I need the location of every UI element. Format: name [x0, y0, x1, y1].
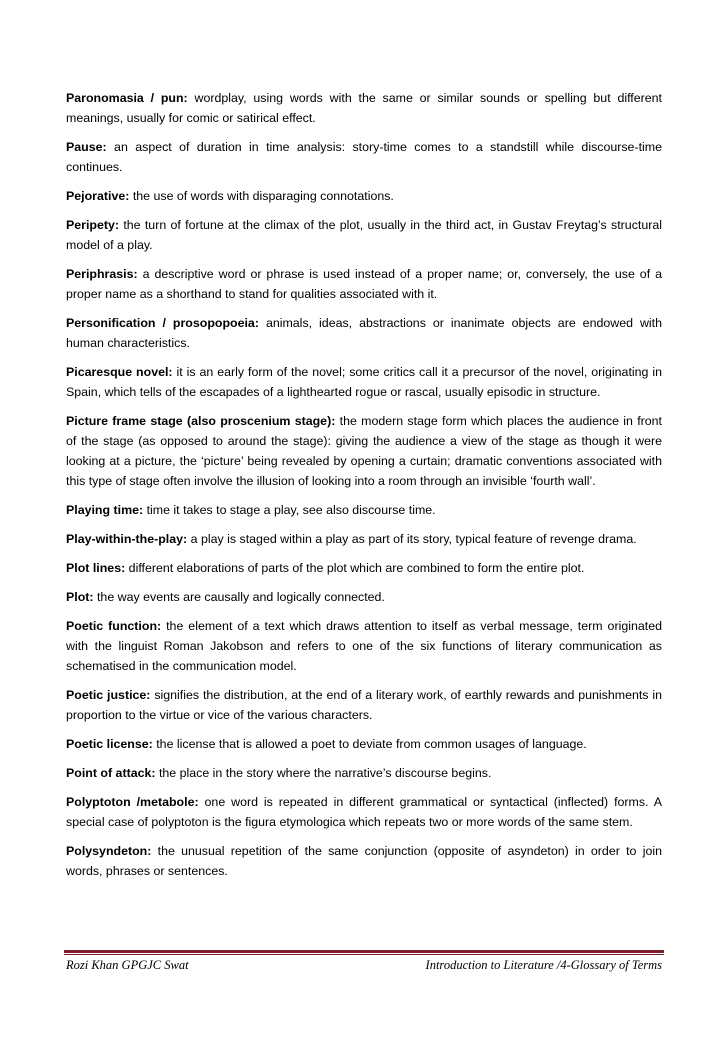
glossary-entry-point-of-attack	[66, 763, 662, 783]
glossary-term: Picture frame stage (also proscenium stage):	[66, 414, 336, 428]
glossary-definition: the modern stage form which places the audience in front of the stage (as opposed to around the stage): giving the audience a view of the stage as though it were looking at a picture, the ‘picture’ being revealed by opening a curtain; dramatic conventions associated with this type of stage often involve the illusion of looking into a room through an invisible ‘fourth wall’.	[66, 414, 662, 488]
glossary-entry-playing-time	[66, 500, 662, 520]
glossary-entry-plot-lines	[66, 558, 662, 578]
glossary-term: Pejorative:	[66, 189, 130, 203]
glossary-definition: a descriptive word or phrase is used instead of a proper name; or, conversely, the use of a proper name as a shorthand to stand for qualities associated with it.	[66, 267, 662, 301]
glossary-list	[66, 88, 662, 890]
glossary-entry-poetic-justice	[66, 685, 662, 725]
glossary-definition: time it takes to stage a play, see also discourse time.	[146, 503, 436, 517]
glossary-definition: the way events are causally and logically connected.	[96, 590, 385, 604]
footer-author: Rozi Khan GPGJC Swat	[66, 958, 189, 972]
glossary-definition: different elaborations of parts of the plot which are combined to form the entire plot.	[128, 561, 585, 575]
glossary-definition: the unusual repetition of the same conjunction (opposite of asyndeton) in order to join words, phrases or sentences.	[66, 844, 662, 878]
glossary-definition: the element of a text which draws attention to itself as verbal message, term originated with the linguist Roman Jakobson and refers to one of the six functions of literary communication as schematised in the communication model.	[66, 619, 662, 673]
glossary-definition: a play is staged within a play as part of its story, typical feature of revenge drama.	[190, 532, 637, 546]
glossary-definition: wordplay, using words with the same or similar sounds or spelling but different meanings, usually for comic or satirical effect.	[66, 91, 662, 125]
glossary-term: Poetic justice:	[66, 688, 151, 702]
glossary-term: Paronomasia / pun:	[66, 91, 188, 105]
glossary-entry-poetic-license	[66, 734, 662, 754]
footer-divider	[64, 950, 664, 953]
glossary-term: Playing time:	[66, 503, 144, 517]
glossary-definition: the turn of fortune at the climax of the plot, usually in the third act, in Gustav Freytag’s structural model of a play.	[66, 218, 662, 252]
glossary-term: Poetic function:	[66, 619, 162, 633]
glossary-entry-picaresque-novel	[66, 362, 662, 402]
glossary-definition: signifies the distribution, at the end of a literary work, of earthly rewards and punishments in proportion to the virtue or vice of the various characters.	[66, 688, 662, 722]
glossary-term: Polysyndeton:	[66, 844, 152, 858]
glossary-entry-polysyndeton	[66, 841, 662, 881]
footer-document-title: Introduction to Literature /4-Glossary of Terms	[425, 958, 662, 972]
glossary-definition: one word is repeated in different grammatical or syntactical (inflected) forms. A special case of polyptoton is the figura etymologica which repeats two or more words of the same stem.	[66, 795, 662, 829]
glossary-term: Picaresque novel:	[66, 365, 173, 379]
glossary-entry-polyptoton	[66, 792, 662, 832]
glossary-definition: animals, ideas, abstractions or inanimate objects are endowed with human characteristics.	[66, 316, 662, 350]
glossary-definition: the use of words with disparaging connotations.	[132, 189, 394, 203]
glossary-term: Plot lines:	[66, 561, 126, 575]
glossary-term: Poetic license:	[66, 737, 153, 751]
glossary-definition: the license that is allowed a poet to deviate from common usages of language.	[156, 737, 587, 751]
glossary-entry-plot	[66, 587, 662, 607]
glossary-definition: the place in the story where the narrative’s discourse begins.	[158, 766, 492, 780]
footer-divider-thin	[64, 954, 664, 955]
glossary-term: Periphrasis:	[66, 267, 138, 281]
glossary-entry-personification	[66, 313, 662, 353]
glossary-term: Play-within-the-play:	[66, 532, 188, 546]
glossary-definition: an aspect of duration in time analysis: story-time comes to a standstill while discourse-time continues.	[66, 140, 662, 174]
glossary-entry-poetic-function	[66, 616, 662, 676]
glossary-definition: it is an early form of the novel; some critics call it a precursor of the novel, originating in Spain, which tells of the escapades of a lighthearted rogue or rascal, usually episodic in structure.	[66, 365, 663, 399]
glossary-entry-periphrasis	[66, 264, 662, 304]
glossary-entry-peripety	[66, 215, 662, 255]
glossary-entry-play-within-the-play	[66, 529, 662, 549]
glossary-entry-pause	[66, 137, 662, 177]
glossary-term: Point of attack:	[66, 766, 156, 780]
glossary-term: Personification / prosopopoeia:	[66, 316, 259, 330]
glossary-entry-picture-frame-stage	[66, 411, 662, 491]
glossary-term: Polyptoton /metabole:	[66, 795, 199, 809]
glossary-term: Pause:	[66, 140, 107, 154]
glossary-entry-paronomasia	[66, 88, 662, 128]
glossary-entry-pejorative	[66, 186, 662, 206]
glossary-term: Peripety:	[66, 218, 120, 232]
glossary-term: Plot:	[66, 590, 94, 604]
